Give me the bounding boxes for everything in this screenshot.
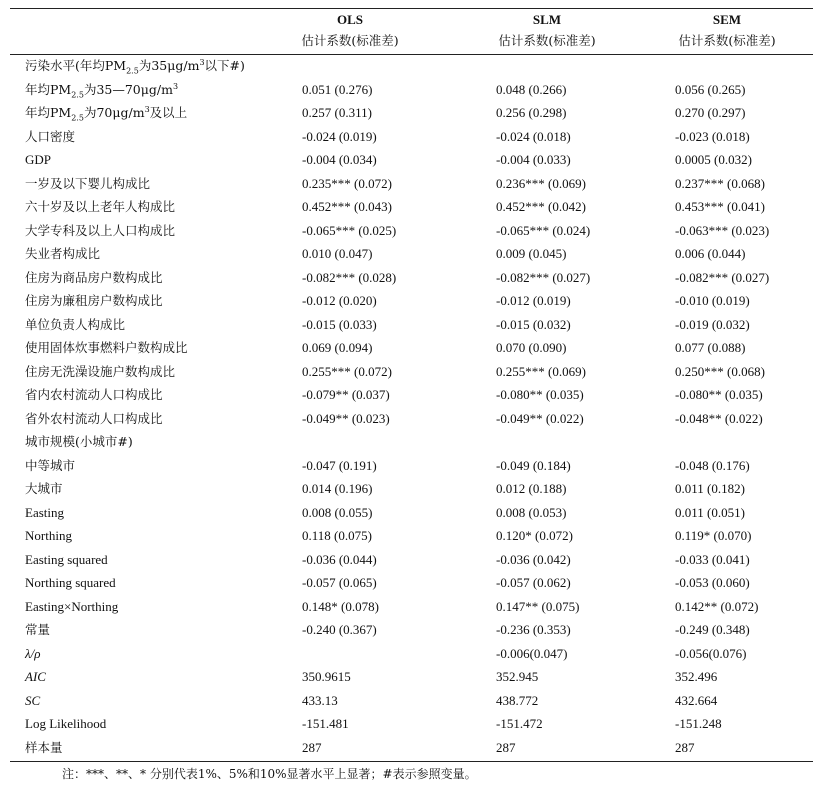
row-label: Northing <box>25 528 72 543</box>
ols-value: -0.004 (0.034) <box>302 152 377 167</box>
header-ols <box>290 9 410 51</box>
sem-value: 0.250*** (0.068) <box>675 363 765 379</box>
table-row <box>0 78 823 102</box>
row-label: Easting×Northing <box>25 598 119 614</box>
slm-value: -0.057 (0.062) <box>496 575 571 590</box>
slm-value: 0.008 (0.053) <box>496 504 567 520</box>
ols-value: 0.069 (0.094) <box>302 340 373 355</box>
slm-value: -151.472 <box>496 716 543 731</box>
table-row <box>0 548 823 572</box>
ols-value: 0.118 (0.075) <box>302 528 372 543</box>
column-sublabel: 估计系数(标准差) <box>498 33 596 48</box>
table-row <box>0 430 823 454</box>
ols-value: -0.240 (0.367) <box>302 622 377 637</box>
slm-value: 0.147** (0.075) <box>496 598 580 614</box>
ols-value: 433.13 <box>302 692 338 708</box>
table-row <box>0 101 823 125</box>
row-label: 样本量 <box>25 739 63 755</box>
slm-value: 0.256 (0.298) <box>496 105 567 120</box>
slm-value: 352.945 <box>496 669 539 684</box>
table-note: 注：***、**、* 分别代表1%、5%和10%显著水平上显著；#表示参照变量。 <box>62 767 477 781</box>
row-label: AIC <box>25 669 46 684</box>
row-label: 污染水平(年均$PM_{2.5}$为$35\mu g/m^3$以下#) <box>25 57 245 76</box>
row-label: Easting <box>25 504 64 520</box>
sem-value: -0.010 (0.019) <box>675 293 750 308</box>
sem-value: 0.011 (0.051) <box>675 504 745 520</box>
slm-value: 0.012 (0.188) <box>496 481 567 496</box>
sem-value: 0.270 (0.297) <box>675 105 746 120</box>
slm-value: 0.070 (0.090) <box>496 340 567 355</box>
sem-value: 0.119* (0.070) <box>675 528 752 543</box>
sem-value: -0.048** (0.022) <box>675 410 763 426</box>
row-label: 省外农村流动人口构成比 <box>25 410 163 426</box>
model-name-slm: SLM <box>532 12 562 27</box>
row-label: 住房无洗澡设施户数构成比 <box>25 363 176 379</box>
table-row <box>0 665 823 689</box>
sem-value: -0.023 (0.018) <box>675 128 750 144</box>
table-row <box>0 195 823 219</box>
ols-value: 0.235*** (0.072) <box>302 175 392 191</box>
row-label: 一岁及以下婴儿构成比 <box>25 175 151 191</box>
row-label: 住房为商品房户数构成比 <box>25 269 163 285</box>
row-label: 年均$PM_{2.5}$为$35—70\mu g/m^3$ <box>25 81 179 99</box>
row-label: SC <box>25 692 41 708</box>
slm-value: -0.082*** (0.027) <box>496 269 591 285</box>
ols-value: -0.065*** (0.025) <box>302 222 397 238</box>
row-label: Easting squared <box>25 551 108 567</box>
sem-value: -0.033 (0.041) <box>675 551 750 567</box>
table-row <box>0 242 823 266</box>
slm-value: -0.049 (0.184) <box>496 457 571 473</box>
row-label: Northing squared <box>25 575 116 590</box>
ols-value: -0.049** (0.023) <box>302 410 390 426</box>
slm-value: 438.772 <box>496 692 539 708</box>
sem-value: 0.011 (0.182) <box>675 481 745 496</box>
ols-value: 0.452*** (0.043) <box>302 199 392 214</box>
table-row <box>0 595 823 619</box>
row-label: Log Likelihood <box>25 716 107 731</box>
ols-value: 0.014 (0.196) <box>302 481 373 496</box>
sem-value: -0.063*** (0.023) <box>675 222 770 238</box>
row-label: λ/ρ <box>25 645 41 661</box>
ols-value: 0.148* (0.078) <box>302 598 379 614</box>
row-label: GDP <box>25 152 52 167</box>
slm-value: -0.012 (0.019) <box>496 293 571 308</box>
ols-value: 0.008 (0.055) <box>302 504 373 520</box>
column-sublabel: 估计系数(标准差) <box>678 33 776 48</box>
row-label: 大学专科及以上人口构成比 <box>25 222 176 238</box>
table-bottom-rule <box>10 761 813 762</box>
table-row <box>0 289 823 313</box>
slm-value: -0.024 (0.018) <box>496 128 571 144</box>
ols-value: -0.015 (0.033) <box>302 316 377 332</box>
slm-value: -0.236 (0.353) <box>496 622 571 637</box>
sem-value: 0.077 (0.088) <box>675 340 746 355</box>
ols-value: 0.257 (0.311) <box>302 105 372 120</box>
slm-value: -0.065*** (0.024) <box>496 222 591 238</box>
sem-value: -0.249 (0.348) <box>675 622 750 637</box>
table-row <box>0 407 823 431</box>
ols-value: -0.082*** (0.028) <box>302 269 397 285</box>
ols-value: 287 <box>302 739 322 755</box>
ols-value: 0.010 (0.047) <box>302 246 373 261</box>
table-row <box>0 454 823 478</box>
sem-value: 0.142** (0.072) <box>675 598 759 614</box>
ols-value: -0.047 (0.191) <box>302 457 377 473</box>
header-sem <box>667 9 787 51</box>
ols-value: 0.255*** (0.072) <box>302 363 392 379</box>
slm-value: 0.048 (0.266) <box>496 81 567 97</box>
table-row <box>0 266 823 290</box>
model-name-ols: OLS <box>336 12 363 27</box>
table-row <box>0 571 823 595</box>
table-row <box>0 712 823 736</box>
sem-value: -0.048 (0.176) <box>675 457 750 473</box>
slm-value: 0.120* (0.072) <box>496 528 573 543</box>
ols-value: -0.012 (0.020) <box>302 293 377 308</box>
slm-value: 0.255*** (0.069) <box>496 363 586 379</box>
row-label: 住房为廉租房户数构成比 <box>25 293 163 308</box>
sem-value: 432.664 <box>675 692 718 708</box>
sem-value: 0.056 (0.265) <box>675 81 746 97</box>
slm-value: 0.236*** (0.069) <box>496 175 586 191</box>
table-row <box>0 360 823 384</box>
slm-value: -0.036 (0.042) <box>496 551 571 567</box>
ols-value: -0.057 (0.065) <box>302 575 377 590</box>
sem-value: 287 <box>675 739 695 755</box>
ols-value: 350.9615 <box>302 669 351 684</box>
ols-value: -151.481 <box>302 716 349 731</box>
sem-value: -0.019 (0.032) <box>675 316 750 332</box>
row-label: 六十岁及以上老年人构成比 <box>25 199 176 214</box>
table-row <box>0 54 823 78</box>
table-row <box>0 336 823 360</box>
row-label: 省内农村流动人口构成比 <box>25 387 163 402</box>
sem-value: 0.453*** (0.041) <box>675 199 765 214</box>
table-row <box>0 501 823 525</box>
sem-value: 0.0005 (0.032) <box>675 152 752 167</box>
slm-value: -0.049** (0.022) <box>496 410 584 426</box>
table-row <box>0 172 823 196</box>
row-label: 城市规模(小城市#) <box>25 434 133 449</box>
table-row <box>0 125 823 149</box>
row-label: 大城市 <box>25 481 63 496</box>
row-label: 人口密度 <box>25 128 76 144</box>
sem-value: -0.080** (0.035) <box>675 387 763 402</box>
sem-value: 352.496 <box>675 669 718 684</box>
row-label: 中等城市 <box>25 457 76 473</box>
column-sublabel: 估计系数(标准差) <box>301 33 399 48</box>
sem-value: 0.237*** (0.068) <box>675 175 765 191</box>
table-row <box>0 313 823 337</box>
ols-value: 0.051 (0.276) <box>302 81 373 97</box>
table-row <box>0 736 823 760</box>
model-name-sem: SEM <box>712 12 742 27</box>
table-row <box>0 148 823 172</box>
slm-value: -0.004 (0.033) <box>496 152 571 167</box>
table-row <box>0 383 823 407</box>
ols-value: -0.036 (0.044) <box>302 551 377 567</box>
table-row <box>0 642 823 666</box>
table-row <box>0 689 823 713</box>
header-slm <box>487 9 607 51</box>
slm-value: 0.009 (0.045) <box>496 246 567 261</box>
ols-value: -0.079** (0.037) <box>302 387 390 402</box>
table-row <box>0 219 823 243</box>
sem-value: -0.053 (0.060) <box>675 575 750 590</box>
table-row <box>0 618 823 642</box>
row-label: 失业者构成比 <box>25 246 101 261</box>
sem-value: 0.006 (0.044) <box>675 246 746 261</box>
table-body <box>0 54 823 759</box>
sem-value: -0.056(0.076) <box>675 645 747 661</box>
ols-value: -0.024 (0.019) <box>302 128 377 144</box>
sem-value: -0.082*** (0.027) <box>675 269 770 285</box>
slm-value: -0.015 (0.032) <box>496 316 571 332</box>
slm-value: -0.080** (0.035) <box>496 387 584 402</box>
sem-value: -151.248 <box>675 716 722 731</box>
slm-value: 287 <box>496 739 516 755</box>
row-label: 常量 <box>25 622 51 637</box>
row-label: 年均$PM_{2.5}$为$70\mu g/m^3$及以上 <box>25 104 188 123</box>
row-label: 使用固体炊事燃料户数构成比 <box>25 340 188 355</box>
table-row <box>0 477 823 501</box>
table-row <box>0 524 823 548</box>
slm-value: 0.452*** (0.042) <box>496 199 586 214</box>
slm-value: -0.006(0.047) <box>496 645 568 661</box>
row-label: 单位负责人构成比 <box>25 316 126 332</box>
